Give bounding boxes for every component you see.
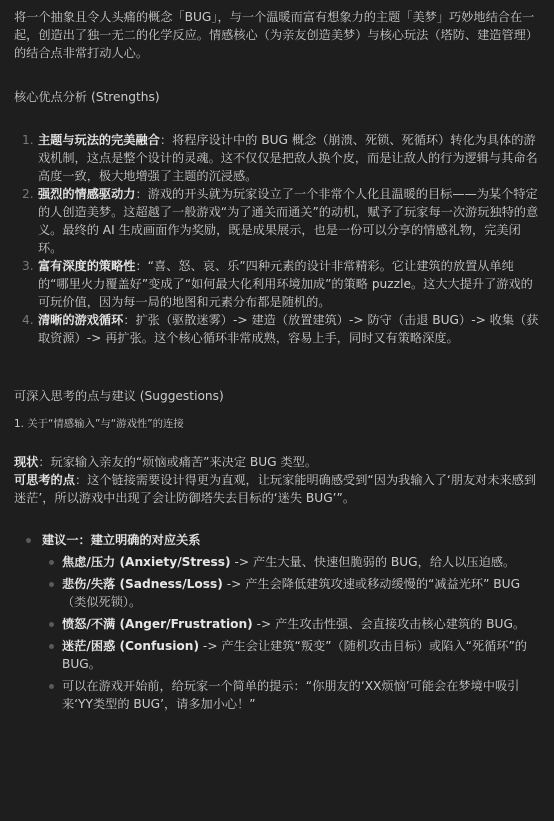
item-text: ：“喜、怒、哀、乐”四种元素的设计非常精彩。它让建筑的放置从单纯的“哪里火力覆盖好”变成了“如何最大化利用环境加成”的策略 puzzle。这大大提升了游戏的可玩价值，因为每一局的地图和元素分布都是随机的。 [38, 259, 533, 309]
proposal-title: 建议一：建立明确的对应关系 [42, 533, 201, 547]
list-item [42, 677, 540, 713]
bullet-icon [49, 684, 54, 689]
list-item [42, 553, 540, 571]
effect-text: -> 产生攻击性强、会直接攻击核心建筑的 BUG。 [252, 617, 526, 631]
strengths-heading: 核心优点分析 (Strengths) [14, 90, 160, 104]
mapping-list [42, 553, 540, 713]
list-item [42, 615, 540, 633]
bullet-icon [49, 644, 54, 649]
status-paragraph [14, 453, 540, 471]
status-label: 现状 [14, 455, 39, 469]
effect-text: -> 产生会让建筑“叛变”（随机攻击目标）或陷入“死循环”的 BUG。 [62, 639, 527, 671]
think-text: ：这个链接需要设计得更为直观，让玩家能明确感受到“因为我输入了‘朋友对未来感到迷茫’，所以游戏中出现了会让防御塔失去目标的‘迷失 BUG’”。 [14, 473, 537, 505]
bullet-icon [49, 560, 54, 565]
status-text: ：玩家输入亲友的“烦恼或痛苦”来决定 BUG 类型。 [38, 455, 318, 469]
list-number: 4 . [22, 311, 34, 329]
think-paragraph [14, 471, 540, 507]
item-text: ：将程序设计中的 BUG 概念（崩溃、死锁、死循环）转化为具体的游戏机制，这点是整个设计的灵魂。这不仅仅是把敌人换个皮，而是让敌人的行为逻辑与其命名高度一致，极大地增强了主题的沉浸感。 [38, 133, 538, 183]
suggestions-subheading: 1. 关于“情感输入”与“游戏性”的连接 [14, 418, 184, 430]
list-item [42, 637, 540, 673]
suggestion-list [14, 531, 540, 713]
effect-text: -> 产生大量、快速但脆弱的 BUG，给人以压迫感。 [230, 555, 516, 569]
bullet-icon [49, 622, 54, 627]
effect-text: -> 产生会降低建筑攻速或移动缓慢的“减益光环” BUG（类似死锁）。 [62, 577, 521, 609]
list-item [14, 185, 540, 257]
emotion-label: 焦虑/压力 (Anxiety/Stress) [62, 555, 231, 569]
strengths-list [14, 131, 540, 347]
bullet-icon [26, 538, 31, 543]
hint-text: 可以在游戏开始前，给玩家一个简单的提示：“你朋友的‘XX烦恼’可能会在梦境中吸引来‘YY类型的 BUG’，请多加小心！” [62, 679, 520, 711]
item-title: 强烈的情感驱动力 [38, 187, 136, 201]
emotion-label: 迷茫/困惑 (Confusion) [62, 639, 200, 653]
suggestions-heading: 可深入思考的点与建议 (Suggestions) [14, 389, 224, 403]
intro-paragraph: 将一个抽象且令人头痛的概念「BUG」，与一个温暖而富有想象力的主题「美梦」巧妙地结合在一起，创造出了独一无二的化学反应。情感核心（为亲友创造美梦）与核心玩法（塔防、建造管理）的结合点非常打动人心。 [14, 10, 539, 60]
bullet-icon [49, 582, 54, 587]
list-number: 2 . [22, 185, 34, 203]
list-number: 1 . [22, 131, 34, 149]
list-number: 3 . [22, 257, 34, 275]
list-item [42, 575, 540, 611]
item-title: 主题与玩法的完美融合 [38, 133, 160, 147]
list-item [14, 531, 540, 713]
emotion-label: 悲伤/失落 (Sadness/Loss) [62, 577, 223, 591]
emotion-label: 愤怒/不满 (Anger/Frustration) [62, 617, 253, 631]
think-label: 可思考的点 [14, 473, 75, 487]
list-item [14, 311, 540, 347]
list-item [14, 257, 540, 311]
item-title: 清晰的游戏循环 [38, 313, 124, 327]
item-title: 富有深度的策略性 [38, 259, 136, 273]
list-item [14, 131, 540, 185]
item-text: ：游戏的开头就为玩家设立了一个非常个人化且温暖的目标——为某个特定的人创造美梦。这超越了一般游戏“为了通关而通关”的动机，赋予了玩家每一次游玩独特的意义。最终的 AI 生成画面作为奖励，既是成果展示，也是一份可以分享的情感礼物，完美闭环。 [38, 187, 539, 255]
item-text: ：扩张（驱散迷雾）-> 建造（放置建筑）-> 防守（击退 BUG）-> 收集（获取资源）-> 再扩张。这个核心循环非常成熟，容易上手，同时又有策略深度。 [38, 313, 539, 345]
